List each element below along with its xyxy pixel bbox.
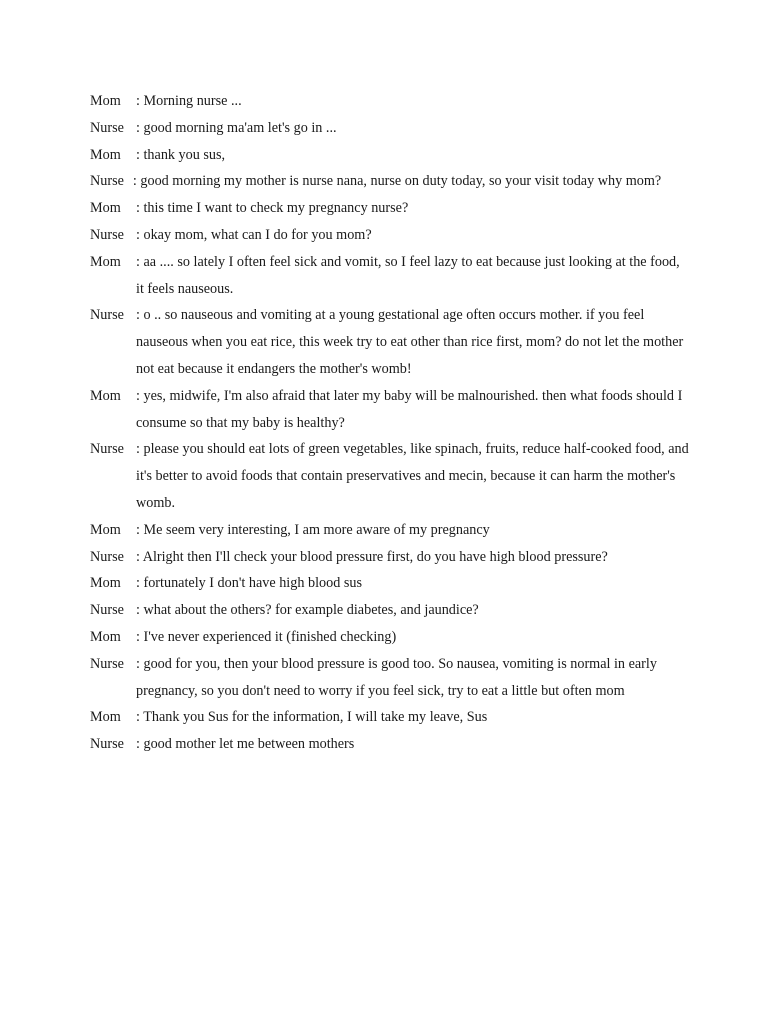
speaker-label: Nurse bbox=[90, 441, 124, 458]
line-text: : good morning ma'am let's go in ... bbox=[136, 119, 337, 136]
line-text: : this time I want to check my pregnancy nurse? bbox=[136, 200, 409, 217]
speaker-label: Nurse bbox=[90, 602, 124, 619]
dialogue-line bbox=[90, 115, 690, 142]
line-text: : please you should eat lots of green vegetables, like spinach, fruits, reduce half-cooked food, and it's better to avoid foods that contain preservatives and mecin, because it can harm the mother's womb. bbox=[136, 441, 689, 511]
speaker-label: Mom bbox=[90, 387, 121, 404]
line-text: : good morning my mother is nurse nana, nurse on duty today, so your visit today why mom? bbox=[132, 173, 662, 190]
speaker-label: Nurse bbox=[90, 307, 124, 324]
speaker-label: Nurse bbox=[90, 548, 124, 565]
dialogue-line bbox=[90, 517, 690, 544]
dialogue-line bbox=[90, 168, 680, 195]
line-text: : o .. so nauseous and vomiting at a young gestational age often occurs mother. if you feel nauseous when you eat rice, this week try to eat other than rice first, mom? do not let the mother not eat because it endangers the mother's womb! bbox=[136, 307, 684, 377]
speaker-label: Nurse bbox=[90, 226, 124, 243]
line-text: : what about the others? for example diabetes, and jaundice? bbox=[136, 602, 479, 619]
line-text: : Me seem very interesting, I am more aware of my pregnancy bbox=[136, 521, 490, 538]
dialogue-line bbox=[90, 651, 690, 705]
line-text: : yes, midwife, I'm also afraid that later my baby will be malnourished. then what foods should I consume so that my baby is healthy? bbox=[136, 387, 683, 431]
speaker-label: Mom bbox=[90, 575, 121, 592]
line-text: : thank you sus, bbox=[136, 146, 226, 163]
dialogue-line bbox=[90, 731, 690, 758]
dialogue-line bbox=[90, 704, 690, 731]
line-text: : okay mom, what can I do for you mom? bbox=[136, 226, 372, 243]
dialogue-line bbox=[90, 436, 690, 516]
dialogue-line bbox=[90, 624, 690, 651]
speaker-label: Mom bbox=[90, 200, 121, 217]
dialogue-line bbox=[90, 302, 690, 382]
speaker-label: Nurse bbox=[90, 173, 124, 190]
dialogue-line bbox=[90, 544, 690, 571]
line-text: : I've never experienced it (finished checking) bbox=[136, 628, 397, 645]
line-text: : Morning nurse ... bbox=[136, 93, 242, 109]
dialogue-line bbox=[90, 383, 690, 437]
speaker-label: Nurse bbox=[90, 736, 124, 753]
speaker-label: Mom bbox=[90, 253, 121, 270]
dialogue-line bbox=[90, 222, 690, 249]
speaker-label: Mom bbox=[90, 146, 121, 163]
line-text: : aa .... so lately I often feel sick and vomit, so I feel lazy to eat because just looking at the food, it feels nauseous. bbox=[136, 253, 680, 297]
line-text: : good mother let me between mothers bbox=[136, 736, 355, 753]
dialogue-line bbox=[90, 597, 690, 624]
line-text: : fortunately I don't have high blood sus bbox=[136, 575, 362, 592]
speaker-label: Nurse bbox=[90, 119, 124, 136]
dialogue-body bbox=[90, 88, 690, 758]
dialogue-line bbox=[90, 249, 690, 303]
line-text: : good for you, then your blood pressure is good too. So nausea, vomiting is normal in early pregnancy, so you don't need to worry if you feel sick, try to eat a little but often mom bbox=[136, 655, 657, 699]
dialogue-line bbox=[90, 570, 690, 597]
speaker-label: Mom bbox=[90, 709, 121, 726]
line-text: : Alright then I'll check your blood pressure first, do you have high blood pressure? bbox=[136, 548, 608, 565]
speaker-label: Mom bbox=[90, 521, 121, 538]
speaker-label: Nurse bbox=[90, 655, 124, 672]
dialogue-line bbox=[90, 88, 690, 115]
speaker-label: Mom bbox=[90, 93, 121, 109]
speaker-label: Mom bbox=[90, 628, 121, 645]
line-text: : Thank you Sus for the information, I will take my leave, Sus bbox=[136, 709, 488, 726]
dialogue-line bbox=[90, 195, 690, 222]
dialogue-line bbox=[90, 142, 690, 169]
